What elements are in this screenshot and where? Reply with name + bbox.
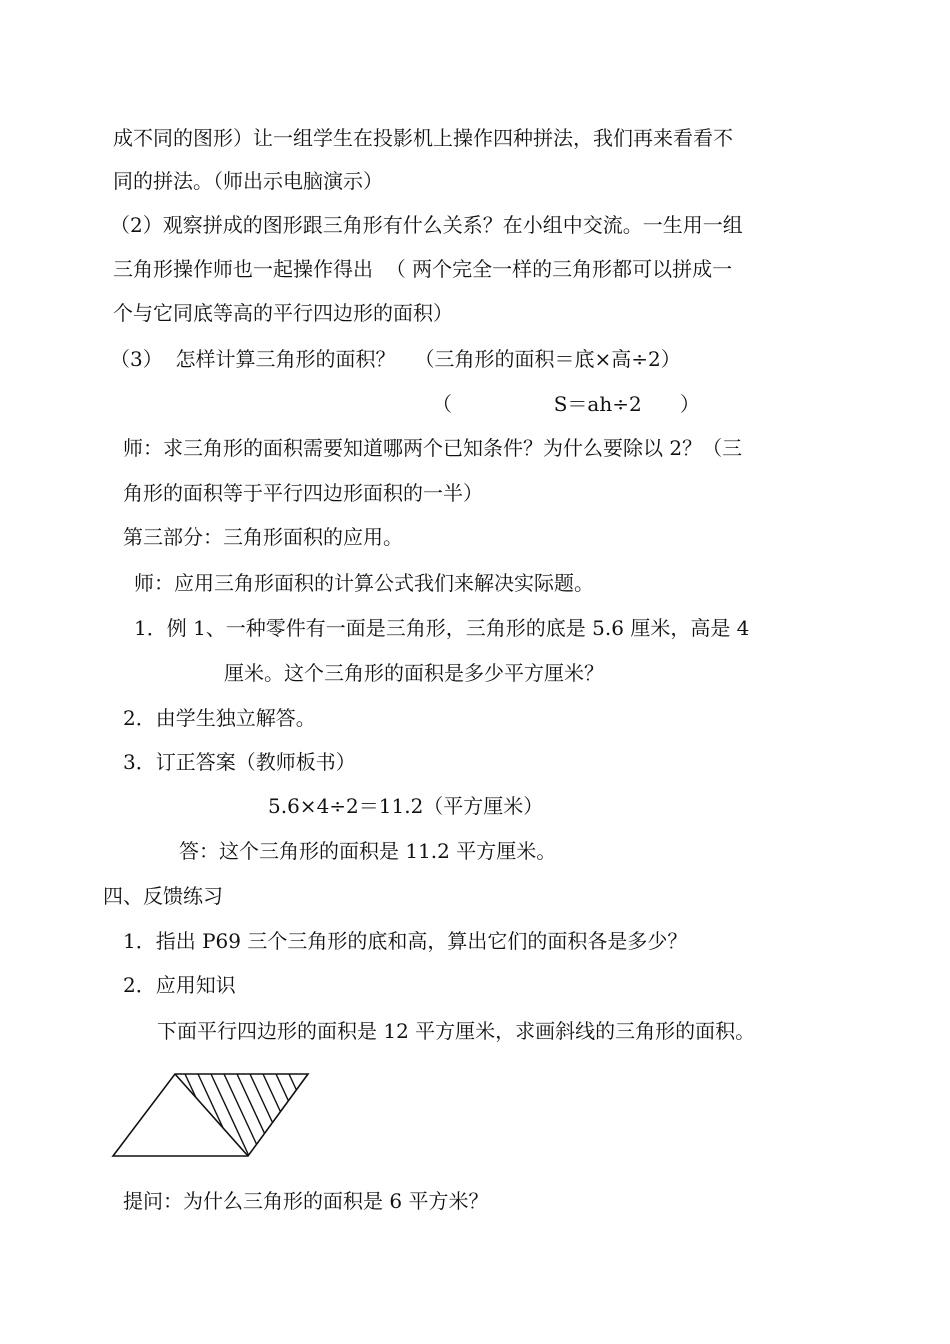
- parallelogram-figure: [105, 1068, 325, 1168]
- text-line-21: 下面平行四边形的面积是 12 平方厘米，求画斜线的三角形的面积。: [157, 1019, 756, 1043]
- text-line-14: 2．由学生独立解答。: [123, 706, 316, 730]
- text-line-8: 师：求三角形的面积需要知道哪两个已知条件？为什么要除以 2？（三: [123, 436, 743, 460]
- text-line-2: 同的拼法。（师出示电脑演示）: [113, 169, 383, 193]
- text-line-10: 第三部分：三角形面积的应用。: [123, 525, 403, 549]
- text-line-3: （2）观察拼成的图形跟三角形有什么关系？在小组中交流。一生用一组: [110, 213, 743, 237]
- text-line-11: 师：应用三角形面积的计算公式我们来解决实际题。: [134, 571, 594, 595]
- text-line-18: 四、反馈练习: [103, 884, 223, 908]
- hatch-lines: [172, 1074, 325, 1156]
- text-line-17: 答：这个三角形的面积是 11.2 平方厘米。: [179, 839, 557, 863]
- text-line-22: 提问：为什么三角形的面积是 6 平方米？: [123, 1189, 489, 1213]
- text-line-7: （ S＝ah÷2 ）: [432, 392, 700, 416]
- text-line-13: 厘米。这个三角形的面积是多少平方厘米？: [224, 661, 604, 685]
- text-line-4: 三角形操作师也一起操作得出 （ 两个完全一样的三角形都可以拼成一: [113, 257, 733, 281]
- text-line-1: 成不同的图形）让一组学生在投影机上操作四种拼法，我们再来看看不: [113, 126, 733, 150]
- text-line-16: 5.6×4÷2＝11.2（平方厘米）: [268, 794, 544, 818]
- text-line-12: 1．例 1、一种零件有一面是三角形，三角形的底是 5.6 厘米，高是 4: [134, 616, 750, 640]
- triangle-outline: [175, 1074, 248, 1156]
- text-line-5: 个与它同底等高的平行四边形的面积）: [113, 301, 453, 325]
- text-line-19: 1．指出 P69 三个三角形的底和高，算出它们的面积各是多少？: [123, 929, 688, 953]
- text-line-20: 2．应用知识: [123, 973, 236, 997]
- text-line-15: 3．订正答案（教师板书）: [123, 750, 356, 774]
- text-line-9: 角形的面积等于平行四边形面积的一半）: [123, 481, 483, 505]
- text-line-6: （3） 怎样计算三角形的面积？ （三角形的面积＝底×高÷2）: [110, 347, 681, 371]
